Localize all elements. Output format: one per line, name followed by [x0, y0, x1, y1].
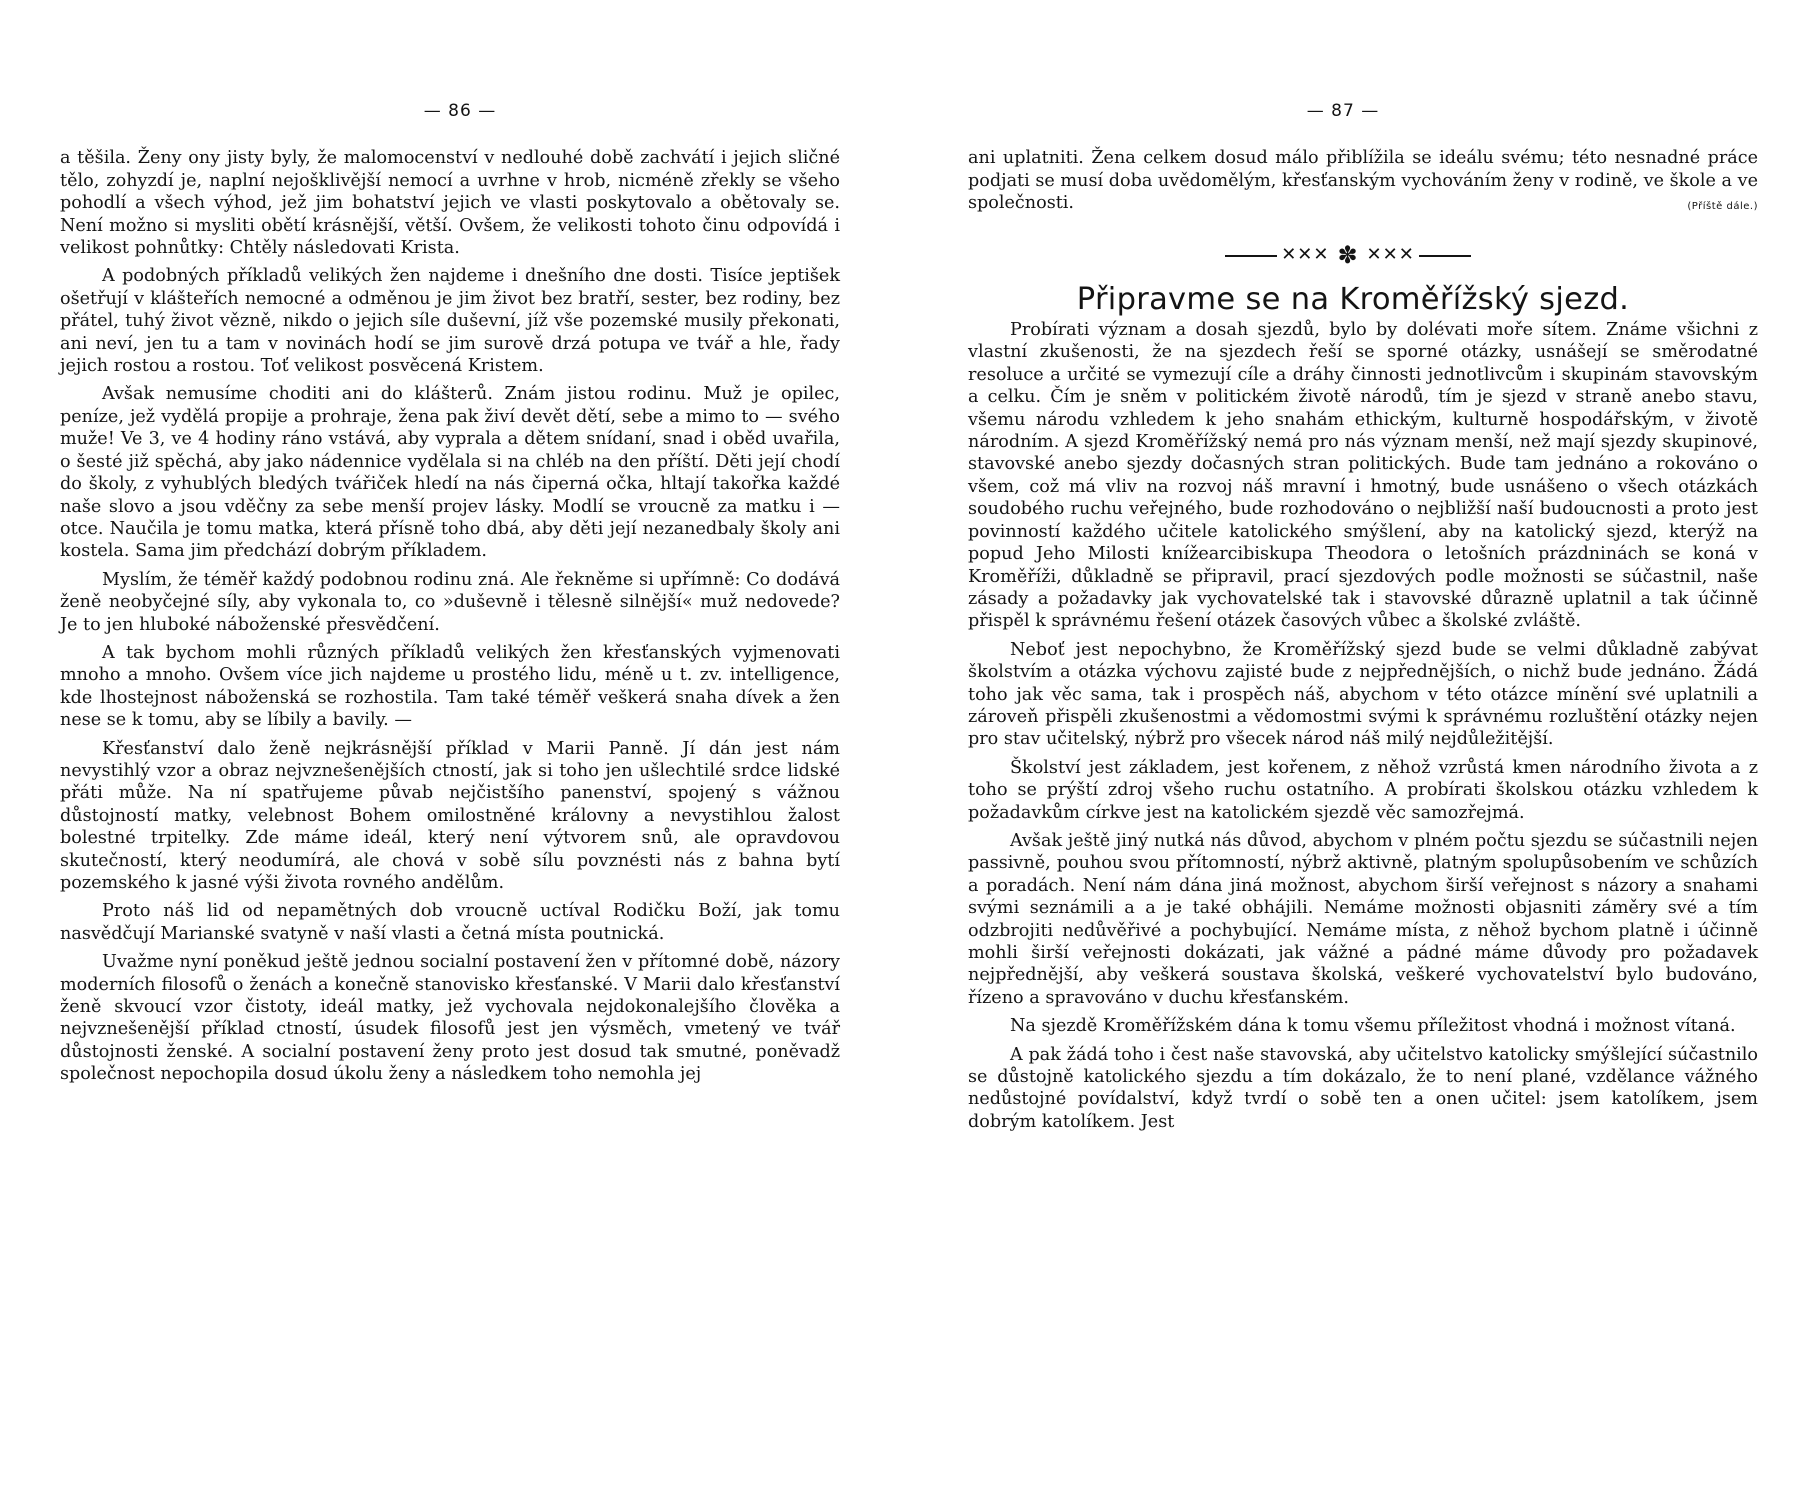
continuation-note: (Příště dále.): [1687, 201, 1758, 213]
ornament-rule: [1419, 255, 1471, 257]
paragraph: a těšila. Ženy ony jisty byly, že malomocenství v nedlouhé době zachvátí i jejich sličné tělo, zohyzdí je, naplní nejošklivější nemocí a uvrhne v hrob, nicméně zřekly se všeho pohodlí a všech výhod, jež jim bohatství jejich ve vlasti poskytovalo a obětovaly se. Není možno si mysliti obětí krásnější, větší. Ovšem, že velikosti tohoto činu odpovídá i velikost pohnůtky: Chtěly následovati Krista.: [60, 148, 840, 259]
paragraph: A tak bychom mohli různých příkladů velikých žen křesťanských vyjmenovati mnoho a mnoho. Ovšem více jich najdeme u prostého lidu, méně u t. zv. intelligence, kde lhostejnost náboženská se rozhostila. Tam také téměř veškerá snaha dívek a žen nese se k tomu, aby se líbily a bavily. —: [60, 642, 840, 731]
paragraph: Avšak ještě jiný nutká nás důvod, abychom v plném počtu sjezdu se súčastnili nejen passivně, pouhou svou přítomností, nýbrž aktivně, platným spolupůsobením ve schůzích a poradách. Není nám dána jiná možnost, abychom širší veřejnost s názory a snahami svými seznámili a a je také obhájili. Nemáme možnosti objasniti záměry své a tím odzbrojiti nedůvěřivé a pochybující. Nemáme místa, z něhož bychom platně i účinně mohli širší veřejnosti dokázati, jak vážné a pádné máme důvody pro požadavek nejpřednější, aby veškerá soustava školská, veškeré vychovatelství bylo budováno, řízeno a spravováno v duchu křesťanském.: [968, 830, 1758, 1008]
paragraph: A pak žádá toho i čest naše stavovská, aby učitelstvo katolicky smýšlející súčastnilo se důstojně katolického sjezdu a tím dokázalo, že to není plané, vzdělance vážného nedůstojné povídalství, když tvrdí o sobě ten a onen učitel: jsem katolíkem, jsem dobrým katolíkem. Jest: [968, 1044, 1758, 1132]
ornament-rule: [1225, 255, 1277, 257]
paragraph: Křesťanství dalo ženě nejkrásnější příklad v Marii Panně. Jí dán jest nám nevystihlý vzor a obraz nejvznešenějších ctností, jak si toho jen ušlechtilé srdce lidské přáti může. Na ní spatřujeme půvab nejčistšího panenství, spojený s vážnou důstojností matky, velebnost Bohem omilostněné královny a nevystihlou žalost bolestné trpitelky. Zde máme ideál, který není výtvorem snů, ale opravdovou skutečností, který neodumírá, ale chová v sobě sílu povznésti nás z bahna bytí pozemského k jasné výši života rovného andělům.: [60, 738, 840, 893]
left-page: [60, 100, 840, 1092]
paragraph: Na sjezdě Kroměřížském dána k tomu všemu příležitost vhodná i možnost vítaná.: [1010, 1016, 1736, 1037]
paragraph: A podobných příkladů velikých žen najdeme i dnešního dne dosti. Tisíce jeptišek ošetřují v klášteřích nemocné a odměnou je jim život bez bratří, sester, bez rodiny, bez přátel, tuhý život vězně, nikdo o jejich síle duševní, jíž vše pozemské musily překonati, ani neví, jen tu a tam v novinách hodí se jim surově drzá potupa ve tvář a hle, řady jejich rostou a rostou. Toť velikost posvěcená Kristem.: [60, 266, 840, 377]
paragraph: Školství jest základem, jest kořenem, z něhož vzrůstá kmen národního života a z toho se prýští zdroj všeho ruchu ostatního. A probírati školskou otázku vzhledem k požadavkům církve jest na katolickém sjezdě věc samozřejmá.: [968, 757, 1758, 823]
ornament-center-icon: ✽: [1337, 241, 1359, 270]
right-page: [968, 100, 1758, 1139]
paragraph: Uvažme nyní poněkud ještě jednou socialní postavení žen v přítomné době, názory moderních filosofů o ženách a konečně stanovisko křesťanské. V Marii dalo křesťanství ženě skvoucí vzor čistoty, ideál matky, jež vychovala nejdokonalejšího člověka a nejvznešenější příklad ctností, úsudek filosofů jest jen výsměch, vmetený ve tvář důstojnosti ženské. A socialní postavení ženy proto jest dosud tak smutné, poněvadž společnost nepochopila dosud úkolu ženy a následkem toho nemohla jej: [60, 952, 840, 1085]
continuation-text: ani uplatniti. Žena celkem dosud málo přiblížila se ideálu svému; této nesnadné práce podjati se musí doba uvědomělým, křesťanským vychováním ženy v rodině, ve škole a ve společnosti.: [968, 148, 1758, 214]
section-ornament: [968, 239, 1758, 273]
paragraph: Probírati význam a dosah sjezdů, bylo by dolévati moře sítem. Známe všichni z vlastní zkušenosti, že na sjezdech řeší se sporné otázky, usnášejí se směrodatné resoluce a určité se vymezují cíle a dráhy činnosti jednotlivcům i skupinám stavovským a celku. Čím je sněm v politickém životě národů, tím je sjezd v straně anebo stavu, všemu národu vzhledem k jeho snahám ethickým, kulturně hospodářským, v životě národním. A sjezd Kroměřížský nemá pro nás význam menší, než mají sjezdy skupinové, stavovské anebo sjezdy dočasných stran politických. Bude tam jednáno a rokováno o všem, což má vliv na rozvoj náš mravní i hmotný, bude usnášeno o všech otázkách soudobého ruchu veřejného, bude rozhodováno o nejbližší naší budoucnosti a proto jest povinností každého učitele katolického smýšlení, aby na katolický sjezd, kterýž na popud Jeho Milosti knížearcibiskupa Theodora o letošních prázdninách se koná v Kroměříži, důkladně se připravil, prací sjezdových podle možnosti se súčastnil, naše zásady a požadavky jak vychovatelské tak i stavovské důrazně uplatnil a tak účinně přispěl k správnému řešení otázek časových vůbec a školské zvláště.: [968, 320, 1758, 632]
continuation-paragraph: [968, 147, 1758, 214]
ornament-left: ✕✕✕: [1281, 244, 1330, 266]
article-heading: Připravme se na Kroměřížský sjezd.: [1076, 281, 1630, 317]
page-number: — 87 —: [1306, 101, 1380, 121]
page-number: — 86 —: [423, 101, 497, 121]
ornament-right: ✕✕✕: [1366, 244, 1415, 266]
paragraph: Avšak nemusíme choditi ani do klášterů. Znám jistou rodinu. Muž je opilec, peníze, jež vydělá propije a prohraje, žena pak živí devět dětí, sebe a mimo to — svého muže! Ve 3, ve 4 hodiny ráno vstává, aby vyprala a dětem snídaní, snad i oběd uvařila, o šesté již spěchá, aby jako nádennice vydělala si na chléb na den příští. Děti její chodí do školy, z vyhublých bledých tvářiček hledí na nás čiperná očka, hltají takořka každé naše slovo a jsou vděčny za sebe menší projev lásky. Modlí se vroucně za matku i — otce. Naučila je tomu matka, která přísně toho dbá, aby děti její nezanedbaly školy ani kostela. Sama jim předchází dobrým příkladem.: [60, 384, 840, 562]
paragraph: Proto náš lid od nepamětných dob vroucně uctíval Rodičku Boží, jak tomu nasvědčují Marianské svatyně v naší vlasti a četná místa poutnická.: [60, 901, 840, 944]
paragraph: Neboť jest nepochybno, že Kroměřížský sjezd bude se velmi důkladně zabývat školstvím a otázka výchovu zajisté bude z nejpřednějších, o nichž bude jednáno. Žádá toho jak věc sama, tak i prospěch náš, abychom v této otázce mínění své uplatnili a zároveň přispěli zkušenostmi a vědomostmi svými k správnému rozluštění otázky nejen pro stav učitelský, nýbrž pro všecek národ náš milý nejdůležitější.: [968, 639, 1758, 750]
paragraph: Myslím, že téměř každý podobnou rodinu zná. Ale řekněme si upřímně: Co dodává ženě neobyčejné síly, aby vykonala to, co »duševně i tělesně silnější« muž nedovede? Je to jen hluboké náboženské přesvědčení.: [60, 569, 840, 635]
